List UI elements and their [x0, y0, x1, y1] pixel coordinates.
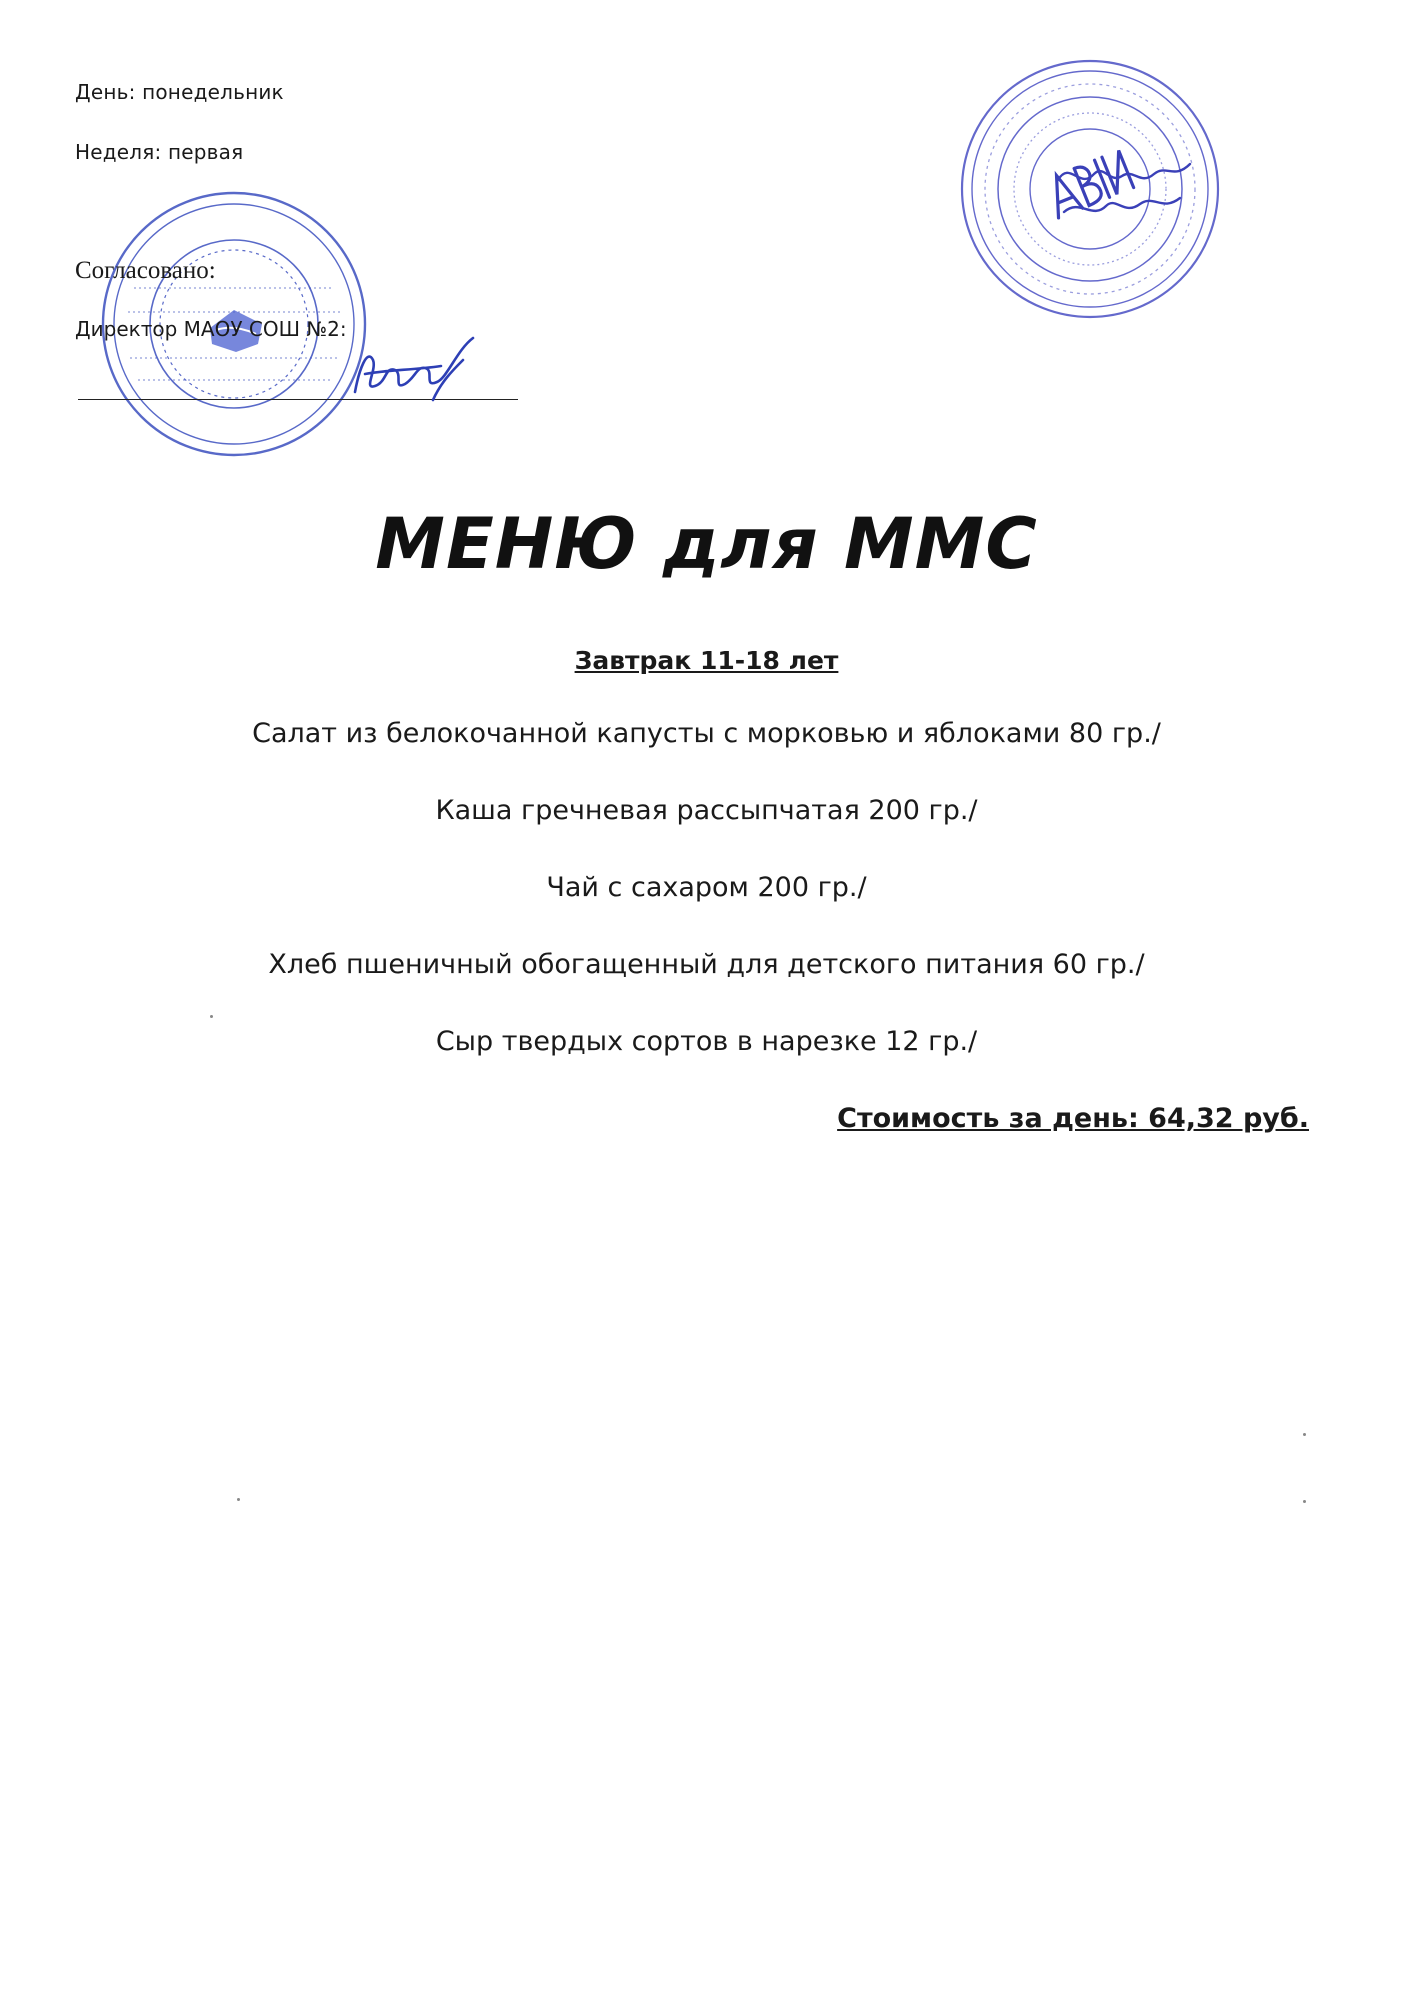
scan-speck — [210, 1015, 213, 1018]
menu-item: Салат из белокочанной капусты с морковью и яблоками 80 гр./ — [252, 718, 1161, 749]
week-label: Неделя: первая — [75, 140, 244, 164]
menu-item: Сыр твердых сортов в нарезке 12 гр./ — [435, 1026, 978, 1057]
meal-section-heading: Завтрак 11-18 лет — [574, 646, 839, 675]
scan-speck — [1303, 1500, 1306, 1503]
scan-speck — [237, 1498, 240, 1501]
menu-item: Чай с сахаром 200 гр./ — [546, 872, 867, 903]
menu-item: Хлеб пшеничный обогащенный для детского питания 60 гр./ — [268, 949, 1145, 980]
page-title: МЕНЮ для ММС — [375, 503, 1038, 585]
menu-items-list — [0, 717, 1413, 1102]
agreed-label: Согласовано: — [75, 257, 216, 284]
director-signature — [345, 330, 485, 410]
handwritten-signature-right — [1050, 150, 1200, 240]
daily-cost-total: Стоимость за день: 64,32 руб. — [837, 1103, 1309, 1134]
director-label: Директор МАОУ СОШ №2: — [75, 317, 347, 341]
menu-item: Каша гречневая рассыпчатая 200 гр./ — [435, 795, 978, 826]
scan-speck — [1303, 1433, 1306, 1436]
day-label: День: понедельник — [75, 80, 284, 104]
